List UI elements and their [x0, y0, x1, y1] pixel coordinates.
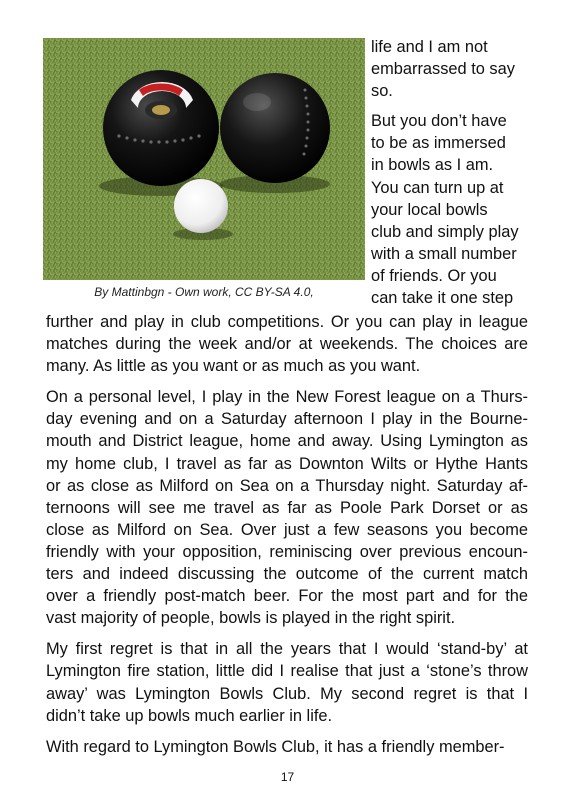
text-line: ternoons will see me travel as far as Poole Park Dorset or as — [46, 498, 528, 517]
text-line: so. — [371, 82, 393, 101]
text-line: further and play in club competitions. Or you can play in league — [46, 313, 528, 331]
text-line: many. As little as you want or as much as you want. — [46, 357, 421, 376]
text-line: With regard to Lymington Bowls Club, it has a friendly member- — [46, 737, 505, 756]
text-line: vast majority of people, bowls is played in the right spirit. — [46, 609, 456, 628]
paragraph — [46, 386, 528, 629]
body-text — [46, 311, 528, 767]
text-line: embarrassed to say — [371, 60, 515, 79]
paragraph — [46, 311, 528, 377]
text-line: with a small number — [371, 244, 517, 263]
text-line: day evening and on a Saturday afternoon I play in the Bourne- — [46, 410, 528, 429]
text-line: in bowls as I am. — [371, 156, 494, 175]
page-number: 17 — [280, 770, 295, 784]
text-line: to be as immersed — [371, 134, 506, 153]
text-line: friendly with your opposition, reminiscing over previous encoun- — [46, 542, 528, 561]
side-text-column — [371, 36, 531, 317]
paragraph — [371, 36, 531, 102]
text-line: your local bowls — [371, 200, 488, 219]
text-line: or as close as Milford on Sea on a Thursday night. Saturday af- — [46, 476, 528, 495]
text-line: over a friendly post-match beer. For the most part and for the — [46, 587, 528, 606]
text-line: of friends. Or you — [371, 266, 497, 285]
text-line: On a personal level, I play in the New Forest league on a Thurs- — [46, 388, 528, 407]
text-line: club and simply play — [371, 222, 519, 241]
image-caption: By Mattinbgn - Own work, CC BY-SA 4.0, — [94, 285, 314, 299]
text-line: mouth and District league, home and away. Using Lymington as — [46, 432, 528, 451]
text-line: didn’t take up bowls much earlier in life. — [46, 706, 333, 725]
paragraph — [46, 736, 528, 758]
text-line: matches during the week and/or at weekends. The choices are — [46, 335, 528, 354]
text-line: life and I am not — [371, 38, 488, 56]
text-line: You can turn up at — [371, 178, 504, 197]
text-line: My first regret is that in all the years that I would ‘stand-by’ at — [46, 640, 528, 659]
text-line: can take it one step — [371, 289, 514, 308]
figure — [43, 38, 365, 299]
lawn-bowls-photo — [43, 38, 365, 280]
text-line: Lymington fire station, little did I realise that just a ‘stone’s throw — [46, 662, 528, 681]
text-line: close as Milford on Sea. Over just a few seasons you become — [46, 520, 528, 539]
text-line: away’ was Lymington Bowls Club. My second regret is that I — [46, 684, 528, 703]
text-line: my home club, I travel as far as Downton Wilts or Hythe Hants — [46, 454, 528, 473]
paragraph — [371, 110, 531, 309]
paragraph — [46, 638, 528, 726]
text-line: But you don’t have — [371, 112, 507, 131]
text-line: ters and indeed discussing the outcome of the current match — [46, 565, 528, 584]
